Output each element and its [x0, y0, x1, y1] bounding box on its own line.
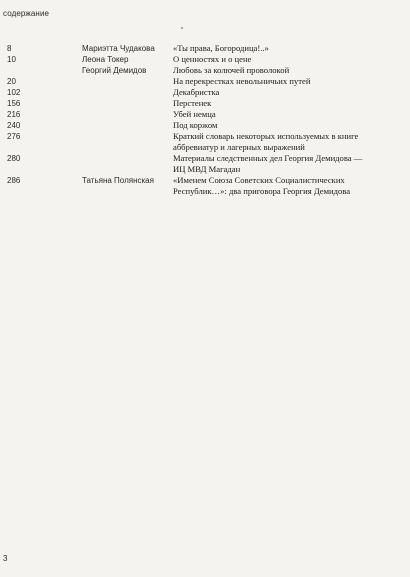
toc-page-number: 10: [7, 55, 16, 64]
toc-entry: [0, 109, 410, 120]
toc-author: Георгий Демидов: [82, 66, 147, 75]
toc-title: [173, 120, 401, 131]
toc-title-line: Республик…»: два приговора Георгия Демидова: [173, 186, 351, 196]
toc-title-line: Убей немца: [173, 109, 216, 119]
toc-entry: [0, 175, 410, 197]
toc-title-line: Любовь за колючей проволокой: [173, 65, 290, 75]
toc-title: [173, 175, 401, 197]
toc-author: Татьяна Полянская: [82, 176, 154, 185]
toc-entry: [0, 54, 410, 65]
toc-entry: [0, 131, 410, 153]
toc-page-number: 240: [7, 121, 21, 130]
toc-page-number: 286: [7, 176, 21, 185]
toc-title-line: На перекрестках невольничьих путей: [173, 76, 311, 86]
toc-title-line: Декабристка: [173, 87, 220, 97]
toc-title: [173, 65, 401, 76]
toc-entry: [0, 98, 410, 109]
toc-entry: [0, 43, 410, 54]
toc-author: Мариэтта Чудакова: [82, 44, 155, 53]
toc-title: [173, 87, 401, 98]
table-of-contents: [0, 43, 410, 197]
toc-entry: [0, 76, 410, 87]
toc-title-line: «Именем Союза Советских Социалистических: [173, 175, 345, 185]
paper-speck: [181, 27, 183, 29]
toc-title: [173, 153, 401, 175]
page-number: 3: [3, 554, 8, 563]
toc-title: [173, 43, 401, 54]
toc-page-number: 156: [7, 99, 21, 108]
toc-title: [173, 131, 401, 153]
toc-page-number: 20: [7, 77, 16, 86]
toc-title-line: Краткий словарь некоторых используемых в книге: [173, 131, 359, 141]
toc-entry: [0, 65, 410, 76]
toc-entry: [0, 153, 410, 175]
toc-title: [173, 76, 401, 87]
toc-title-line: «Ты права, Богородица!..»: [173, 43, 269, 53]
toc-title-line: Под коржом: [173, 120, 218, 130]
toc-title-line: Материалы следственных дел Георгия Демидова —: [173, 153, 363, 163]
toc-title-line: ИЦ МВД Магадан: [173, 164, 241, 174]
toc-title: [173, 109, 401, 120]
toc-page-number: 276: [7, 132, 21, 141]
section-header: содержание: [3, 9, 50, 18]
toc-title-line: О ценностях и о цене: [173, 54, 252, 64]
toc-title: [173, 54, 401, 65]
toc-page-number: 216: [7, 110, 21, 119]
toc-title-line: Перстенек: [173, 98, 212, 108]
toc-title: [173, 98, 401, 109]
toc-page-number: 8: [7, 44, 12, 53]
toc-entry: [0, 120, 410, 131]
toc-page-number: 280: [7, 154, 21, 163]
toc-author: Леона Токер: [82, 55, 129, 64]
toc-title-line: аббревиатур и лагерных выражений: [173, 142, 305, 152]
toc-entry: [0, 87, 410, 98]
toc-page-number: 102: [7, 88, 21, 97]
